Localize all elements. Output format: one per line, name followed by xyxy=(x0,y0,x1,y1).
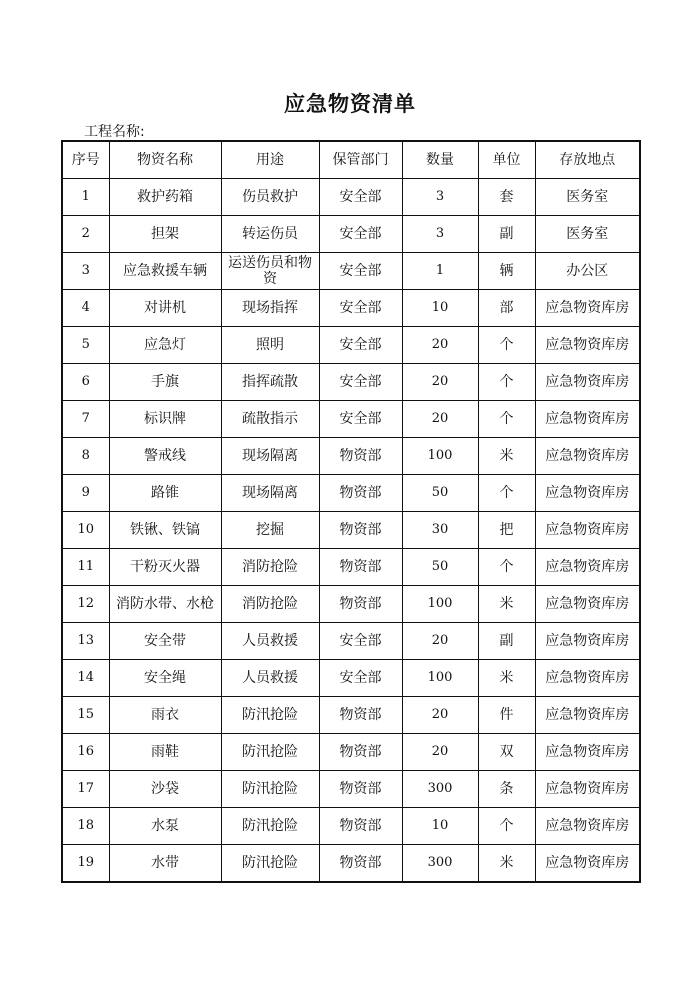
table-row xyxy=(62,623,640,660)
unit-cell: 个 xyxy=(478,364,535,401)
quantity-cell: 300 xyxy=(402,845,478,883)
quantity-cell: 50 xyxy=(402,475,478,512)
index-cell: 9 xyxy=(62,475,109,512)
quantity-cell: 20 xyxy=(402,327,478,364)
unit-cell: 双 xyxy=(478,734,535,771)
header-purpose: 用途 xyxy=(221,141,319,179)
department-cell: 物资部 xyxy=(319,734,402,771)
purpose-cell: 消防抢险 xyxy=(221,586,319,623)
table-row xyxy=(62,771,640,808)
purpose-cell: 运送伤员和物资 xyxy=(221,253,319,290)
department-cell: 物资部 xyxy=(319,771,402,808)
table-row xyxy=(62,327,640,364)
item-name-cell: 铁锹、铁镐 xyxy=(109,512,221,549)
department-cell: 安全部 xyxy=(319,364,402,401)
department-cell: 物资部 xyxy=(319,697,402,734)
quantity-cell: 300 xyxy=(402,771,478,808)
index-cell: 17 xyxy=(62,771,109,808)
table-row xyxy=(62,734,640,771)
purpose-cell: 防汛抢险 xyxy=(221,697,319,734)
quantity-cell: 1 xyxy=(402,253,478,290)
header-item-name: 物资名称 xyxy=(109,141,221,179)
department-cell: 物资部 xyxy=(319,549,402,586)
location-cell: 医务室 xyxy=(535,216,640,253)
quantity-cell: 30 xyxy=(402,512,478,549)
purpose-cell: 现场指挥 xyxy=(221,290,319,327)
unit-cell: 米 xyxy=(478,586,535,623)
quantity-cell: 20 xyxy=(402,623,478,660)
item-name-cell: 担架 xyxy=(109,216,221,253)
purpose-cell: 防汛抢险 xyxy=(221,808,319,845)
table-row xyxy=(62,697,640,734)
index-cell: 6 xyxy=(62,364,109,401)
unit-cell: 米 xyxy=(478,660,535,697)
purpose-cell: 消防抢险 xyxy=(221,549,319,586)
table-row xyxy=(62,179,640,216)
header-index: 序号 xyxy=(62,141,109,179)
quantity-cell: 3 xyxy=(402,179,478,216)
quantity-cell: 20 xyxy=(402,364,478,401)
table-row xyxy=(62,845,640,883)
header-unit: 单位 xyxy=(478,141,535,179)
unit-cell: 件 xyxy=(478,697,535,734)
purpose-cell: 现场隔离 xyxy=(221,475,319,512)
table-row xyxy=(62,290,640,327)
index-cell: 7 xyxy=(62,401,109,438)
table-row xyxy=(62,660,640,697)
item-name-cell: 应急灯 xyxy=(109,327,221,364)
table-row xyxy=(62,512,640,549)
department-cell: 物资部 xyxy=(319,808,402,845)
location-cell: 应急物资库房 xyxy=(535,290,640,327)
purpose-cell: 防汛抢险 xyxy=(221,771,319,808)
index-cell: 14 xyxy=(62,660,109,697)
location-cell: 应急物资库房 xyxy=(535,623,640,660)
page-title: 应急物资清单 xyxy=(284,92,416,116)
table-row xyxy=(62,364,640,401)
unit-cell: 米 xyxy=(478,438,535,475)
item-name-cell: 安全绳 xyxy=(109,660,221,697)
location-cell: 应急物资库房 xyxy=(535,438,640,475)
item-name-cell: 应急救援车辆 xyxy=(109,253,221,290)
item-name-cell: 安全带 xyxy=(109,623,221,660)
item-name-cell: 对讲机 xyxy=(109,290,221,327)
unit-cell: 副 xyxy=(478,216,535,253)
item-name-cell: 水带 xyxy=(109,845,221,883)
table-row xyxy=(62,401,640,438)
department-cell: 安全部 xyxy=(319,327,402,364)
index-cell: 19 xyxy=(62,845,109,883)
location-cell: 应急物资库房 xyxy=(535,845,640,883)
department-cell: 安全部 xyxy=(319,290,402,327)
location-cell: 应急物资库房 xyxy=(535,808,640,845)
department-cell: 安全部 xyxy=(319,253,402,290)
unit-cell: 套 xyxy=(478,179,535,216)
quantity-cell: 10 xyxy=(402,290,478,327)
department-cell: 安全部 xyxy=(319,179,402,216)
table-row xyxy=(62,808,640,845)
purpose-cell: 挖掘 xyxy=(221,512,319,549)
item-name-cell: 沙袋 xyxy=(109,771,221,808)
table-row xyxy=(62,253,640,290)
purpose-cell: 疏散指示 xyxy=(221,401,319,438)
table-row xyxy=(62,216,640,253)
location-cell: 应急物资库房 xyxy=(535,475,640,512)
index-cell: 5 xyxy=(62,327,109,364)
location-cell: 应急物资库房 xyxy=(535,512,640,549)
unit-cell: 个 xyxy=(478,475,535,512)
table-body xyxy=(62,179,640,883)
department-cell: 物资部 xyxy=(319,475,402,512)
item-name-cell: 干粉灭火器 xyxy=(109,549,221,586)
unit-cell: 个 xyxy=(478,549,535,586)
quantity-cell: 100 xyxy=(402,438,478,475)
location-cell: 应急物资库房 xyxy=(535,697,640,734)
unit-cell: 条 xyxy=(478,771,535,808)
location-cell: 应急物资库房 xyxy=(535,586,640,623)
unit-cell: 个 xyxy=(478,401,535,438)
quantity-cell: 10 xyxy=(402,808,478,845)
index-cell: 16 xyxy=(62,734,109,771)
index-cell: 8 xyxy=(62,438,109,475)
item-name-cell: 救护药箱 xyxy=(109,179,221,216)
location-cell: 应急物资库房 xyxy=(535,364,640,401)
department-cell: 物资部 xyxy=(319,845,402,883)
unit-cell: 副 xyxy=(478,623,535,660)
index-cell: 11 xyxy=(62,549,109,586)
purpose-cell: 现场隔离 xyxy=(221,438,319,475)
quantity-cell: 3 xyxy=(402,216,478,253)
index-cell: 4 xyxy=(62,290,109,327)
unit-cell: 个 xyxy=(478,808,535,845)
department-cell: 物资部 xyxy=(319,512,402,549)
location-cell: 应急物资库房 xyxy=(535,401,640,438)
header-location: 存放地点 xyxy=(535,141,640,179)
item-name-cell: 雨鞋 xyxy=(109,734,221,771)
index-cell: 3 xyxy=(62,253,109,290)
purpose-cell: 指挥疏散 xyxy=(221,364,319,401)
quantity-cell: 100 xyxy=(402,586,478,623)
department-cell: 物资部 xyxy=(319,586,402,623)
table-row xyxy=(62,549,640,586)
unit-cell: 辆 xyxy=(478,253,535,290)
item-name-cell: 路锥 xyxy=(109,475,221,512)
index-cell: 10 xyxy=(62,512,109,549)
location-cell: 应急物资库房 xyxy=(535,734,640,771)
quantity-cell: 20 xyxy=(402,697,478,734)
location-cell: 应急物资库房 xyxy=(535,549,640,586)
quantity-cell: 20 xyxy=(402,734,478,771)
purpose-cell: 照明 xyxy=(221,327,319,364)
location-cell: 应急物资库房 xyxy=(535,327,640,364)
unit-cell: 把 xyxy=(478,512,535,549)
purpose-cell: 防汛抢险 xyxy=(221,845,319,883)
item-name-cell: 水泵 xyxy=(109,808,221,845)
item-name-cell: 警戒线 xyxy=(109,438,221,475)
quantity-cell: 20 xyxy=(402,401,478,438)
location-cell: 医务室 xyxy=(535,179,640,216)
index-cell: 2 xyxy=(62,216,109,253)
project-name-label: 工程名称: xyxy=(84,124,145,140)
department-cell: 安全部 xyxy=(319,660,402,697)
index-cell: 12 xyxy=(62,586,109,623)
purpose-cell: 伤员救护 xyxy=(221,179,319,216)
location-cell: 办公区 xyxy=(535,253,640,290)
table-header-row xyxy=(62,141,640,179)
item-name-cell: 标识牌 xyxy=(109,401,221,438)
purpose-cell: 人员救援 xyxy=(221,623,319,660)
purpose-cell: 防汛抢险 xyxy=(221,734,319,771)
location-cell: 应急物资库房 xyxy=(535,771,640,808)
index-cell: 18 xyxy=(62,808,109,845)
index-cell: 15 xyxy=(62,697,109,734)
unit-cell: 米 xyxy=(478,845,535,883)
location-cell: 应急物资库房 xyxy=(535,660,640,697)
quantity-cell: 50 xyxy=(402,549,478,586)
supplies-table xyxy=(61,140,641,883)
table-row xyxy=(62,586,640,623)
unit-cell: 部 xyxy=(478,290,535,327)
department-cell: 安全部 xyxy=(319,623,402,660)
department-cell: 物资部 xyxy=(319,438,402,475)
department-cell: 安全部 xyxy=(319,216,402,253)
table-row xyxy=(62,438,640,475)
header-department: 保管部门 xyxy=(319,141,402,179)
item-name-cell: 手旗 xyxy=(109,364,221,401)
index-cell: 1 xyxy=(62,179,109,216)
index-cell: 13 xyxy=(62,623,109,660)
header-quantity: 数量 xyxy=(402,141,478,179)
unit-cell: 个 xyxy=(478,327,535,364)
table-row xyxy=(62,475,640,512)
purpose-cell: 人员救援 xyxy=(221,660,319,697)
item-name-cell: 消防水带、水枪 xyxy=(109,586,221,623)
purpose-cell: 转运伤员 xyxy=(221,216,319,253)
department-cell: 安全部 xyxy=(319,401,402,438)
quantity-cell: 100 xyxy=(402,660,478,697)
item-name-cell: 雨衣 xyxy=(109,697,221,734)
